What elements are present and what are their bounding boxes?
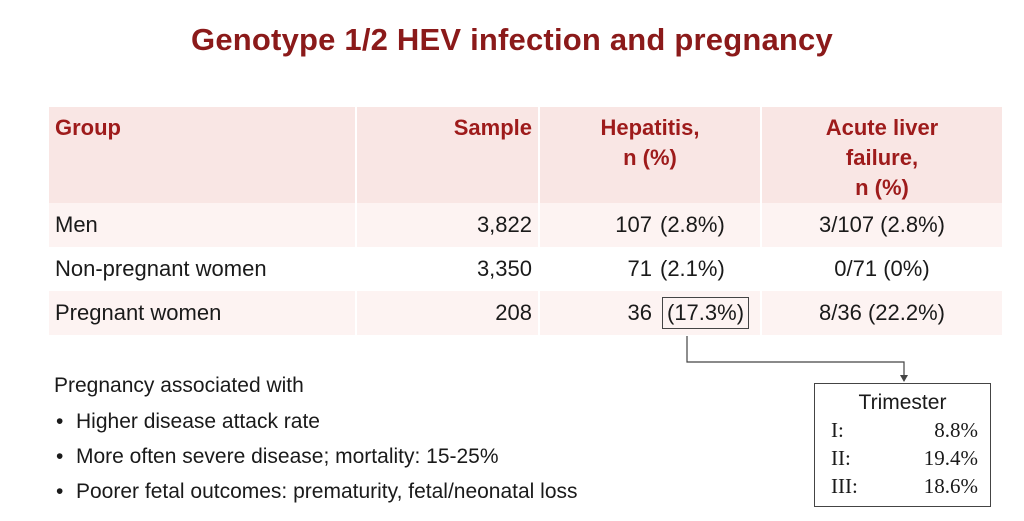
trimester-row (815, 472, 990, 500)
header-alf-line2: failure, (845, 145, 919, 170)
list-item: • More often severe disease; mortality: 15-25% (54, 439, 578, 474)
trimester-row (815, 416, 990, 444)
notes-list (54, 404, 578, 509)
cell-sample: 3,822 (357, 203, 538, 247)
trimester-box (814, 383, 991, 507)
cell-group: Men (49, 203, 355, 247)
cell-acute-liver-failure: 8/36 (22.2%) (762, 291, 1002, 335)
header-sample: Sample (357, 107, 538, 203)
header-hepatitis-line2: n (%) (623, 145, 677, 170)
hepatitis-count: 107 (615, 212, 652, 237)
trimester-label: I: (831, 418, 844, 442)
cell-sample: 208 (357, 291, 538, 335)
trimester-value: 8.8% (934, 418, 978, 442)
header-group: Group (49, 107, 355, 203)
list-item: • Poorer fetal outcomes: prematurity, fetal/neonatal loss (54, 474, 578, 509)
highlighted-percent: (17.3%) (662, 297, 749, 329)
trimester-row (815, 444, 990, 472)
hepatitis-count: 36 (627, 300, 652, 325)
trimester-label: III: (831, 474, 858, 498)
trimester-value: 19.4% (923, 446, 978, 470)
notes-lead: Pregnancy associated with (54, 374, 304, 397)
header-alf-line3: n (%) (855, 175, 909, 200)
hepatitis-percent: (2.8%) (660, 212, 725, 237)
trimester-value: 18.6% (923, 474, 978, 498)
trimester-heading: Trimester (858, 391, 947, 414)
slide-title: Genotype 1/2 HEV infection and pregnancy (191, 22, 833, 57)
cell-acute-liver-failure: 3/107 (2.8%) (762, 203, 1002, 247)
hepatitis-count: 71 (627, 256, 652, 281)
cell-sample: 3,350 (476, 256, 532, 281)
header-alf-line1: Acute liver (825, 115, 939, 140)
list-item: • Higher disease attack rate (54, 404, 578, 439)
header-hepatitis-line1: Hepatitis, (600, 115, 700, 140)
hepatitis-percent: (2.1%) (660, 256, 725, 281)
cell-group: Non-pregnant women (55, 256, 267, 281)
trimester-label: II: (831, 446, 851, 470)
cell-acute-liver-failure: 0/71 (0%) (834, 256, 930, 281)
cell-group: Pregnant women (49, 291, 355, 335)
notes-block (54, 372, 578, 509)
arrowhead-icon (900, 375, 908, 382)
connector-line (687, 336, 904, 381)
